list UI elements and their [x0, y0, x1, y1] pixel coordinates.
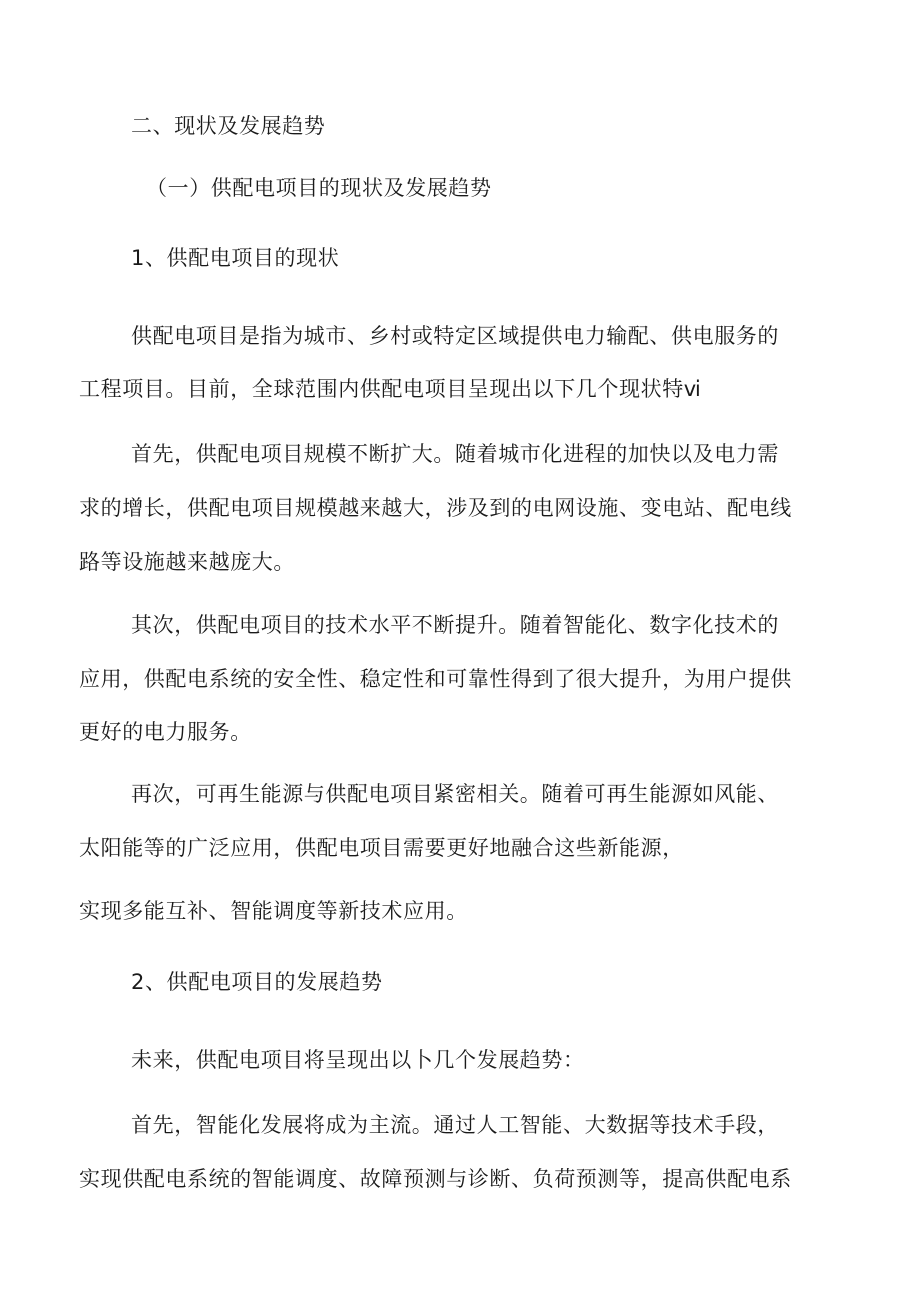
para4-line2: 太阳能等的广泛应用，供配电项目需要更好地融合这些新能源，	[79, 836, 684, 860]
para3-line3: 更好的电力服务。	[79, 720, 252, 744]
para5-line1: 未来，供配电项目将呈现出以卜几个发展趋势：	[131, 1048, 585, 1072]
item1-heading: 1、供配电项目的现状	[131, 246, 340, 270]
para2-line1: 首先，供配电项目规模不断扩大。随着城市化进程的加快以及电力需	[131, 442, 779, 466]
para1-line1: 供配电项目是指为城市、乡村或特定区域提供电力输配、供电服务的	[131, 324, 779, 348]
para3-line2: 应用，供配电系统的安全性、稳定性和可靠性得到了很大提升，为用户提供	[79, 667, 792, 691]
section-heading: 二、现状及发展趋势	[131, 114, 326, 138]
para2-line2: 求的增长，供配电项目规模越来越大，涉及到的电网设施、变电站、配电线	[79, 496, 792, 520]
para4-line3: 实现多能互补、智能调度等新技术应用。	[79, 899, 468, 923]
item2-heading: 2、供配电项目的发展趋势	[131, 970, 383, 994]
para6-line1: 首先，智能化发展将成为主流。通过人工智能、大数据等技术手段，	[131, 1113, 779, 1137]
para1-line2: 工程项目。目前，全球范围内供配电项目呈现出以下几个现状特ⅵ	[79, 377, 702, 401]
para2-line3: 路等设施越来越庞大。	[79, 550, 295, 574]
para6-line2: 实现供配电系统的智能调度、故障预测与诊断、负荷预测等，提高供配电系	[79, 1167, 792, 1191]
para3-line1: 其次，供配电项目的技术水平不断提升。随着智能化、数字化技术的	[131, 613, 779, 637]
subsection-heading: （一）供配电项目的现状及发展趋势	[146, 176, 492, 200]
para4-line1: 再次，可再生能源与供配电项目紧密相关。随着可再生能源如风能、	[131, 782, 779, 806]
